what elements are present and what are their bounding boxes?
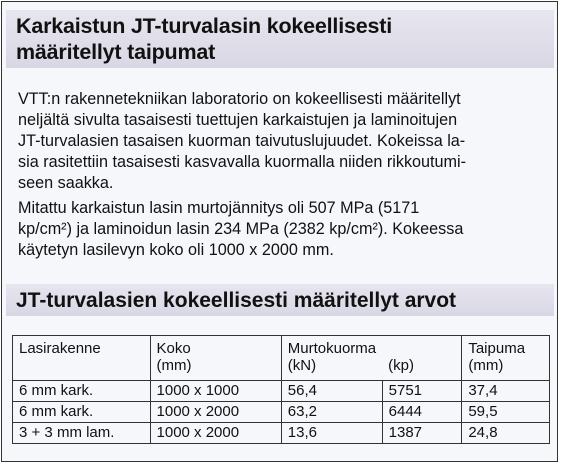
paragraph-measurements <box>18 198 550 261</box>
text-line: Mitattu karkaistun lasin murtojännitys oli 507 MPa (5171 <box>18 199 420 217</box>
cell-koko: 1000 x 1000 <box>150 381 281 402</box>
header-murtokuorma-kn: Murtokuorma (kN) <box>281 336 382 381</box>
text-line: seen saakka. <box>18 174 114 192</box>
values-table <box>12 335 550 444</box>
table-row <box>13 402 550 423</box>
header-taipuma: Taipuma (mm) <box>462 336 550 381</box>
heading-line-1: Karkaistun JT-turvalasin kokeellisesti <box>16 14 392 38</box>
cell-kn: 13,6 <box>281 423 382 444</box>
cell-lasi: 6 mm kark. <box>13 402 151 423</box>
section-heading-band <box>6 284 554 316</box>
header-murtokuorma-kp: (kp) <box>382 336 462 381</box>
cell-kn: 56,4 <box>281 381 382 402</box>
cell-lasi: 3 + 3 mm lam. <box>13 423 151 444</box>
header-lasirakenne: Lasirakenne <box>13 336 151 381</box>
table-header-row <box>13 336 550 381</box>
cell-kp: 1387 <box>382 423 462 444</box>
text-line: sia rasitettiin tasaisesti kasvavalla kuormalla niiden rikkoutumi- <box>18 153 467 171</box>
cell-kn: 63,2 <box>281 402 382 423</box>
section-heading: JT-turvalasien kokeellisesti määritellyt arvot <box>16 289 457 312</box>
text-line: käytetyn lasilevyn koko oli 1000 x 2000 mm. <box>18 241 334 259</box>
cell-koko: 1000 x 2000 <box>150 402 281 423</box>
heading-band <box>6 10 554 68</box>
cell-lasi: 6 mm kark. <box>13 381 151 402</box>
document-frame <box>1 1 558 462</box>
table-row <box>13 381 550 402</box>
cell-kp: 6444 <box>382 402 462 423</box>
heading-line-2: määritellyt taipumat <box>16 40 216 64</box>
cell-taipuma: 24,8 <box>462 423 550 444</box>
cell-koko: 1000 x 2000 <box>150 423 281 444</box>
text-line: VTT:n rakennetekniikan laboratorio on kokeellisesti määritellyt <box>18 90 461 108</box>
cell-taipuma: 59,5 <box>462 402 550 423</box>
cell-taipuma: 37,4 <box>462 381 550 402</box>
paragraph-intro <box>18 89 550 194</box>
text-line: neljältä sivulta tasaisesti tuettujen karkaistujen ja laminoitujen <box>18 111 458 129</box>
text-line: kp/cm²) ja laminoidun lasin 234 MPa (2382 kp/cm²). Kokeessa <box>18 220 464 238</box>
text-line: JT-turvalasien tasaisen kuorman taivutuslujuudet. Kokeissa la- <box>18 132 466 150</box>
table-row <box>13 423 550 444</box>
header-koko: Koko (mm) <box>150 336 281 381</box>
cell-kp: 5751 <box>382 381 462 402</box>
